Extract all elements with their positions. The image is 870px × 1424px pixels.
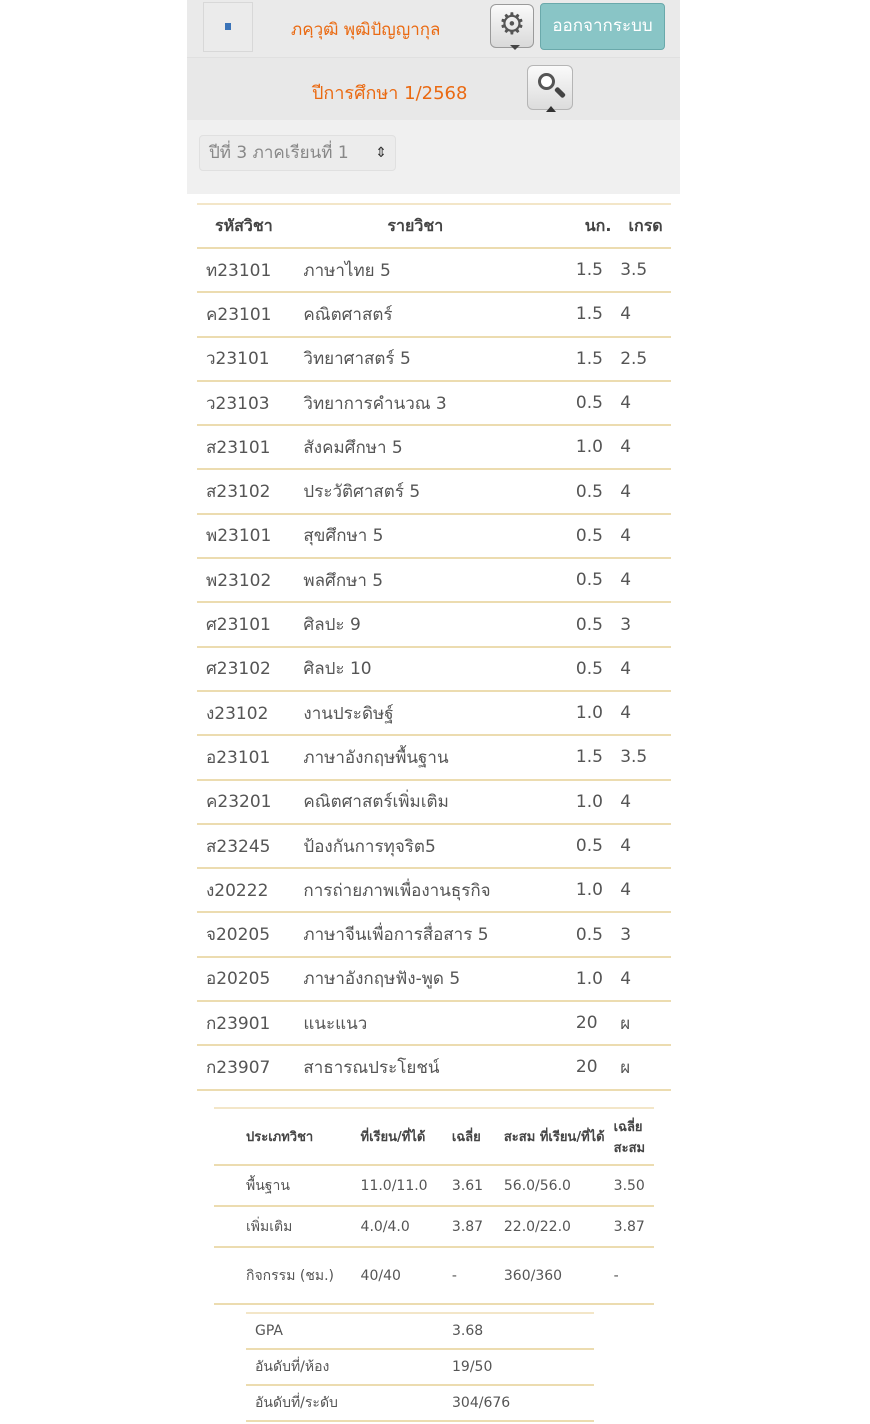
- select-arrows-icon: ⇕: [375, 145, 387, 161]
- app-container: [187, 0, 680, 194]
- course-credits: 0.5: [576, 381, 620, 425]
- course-credits: 0.5: [576, 469, 620, 513]
- summary-credits: 4.0/4.0: [361, 1206, 452, 1247]
- course-grade: 2.5: [620, 337, 671, 381]
- summary-header-credits: ที่เรียน/ที่ได้: [361, 1108, 452, 1165]
- grade-row: [197, 425, 671, 469]
- course-grade: 4: [620, 381, 671, 425]
- gpa-label: GPA: [246, 1313, 452, 1349]
- grades-table: [197, 203, 671, 1091]
- summary-header-type: ประเภทวิชา: [214, 1108, 361, 1165]
- course-credits: 1.5: [576, 735, 620, 779]
- course-name: ภาษาจีนเพื่อการสื่อสาร 5: [303, 912, 575, 956]
- course-credits: 0.5: [576, 647, 620, 691]
- course-grade: 3.5: [620, 248, 671, 292]
- summary-cumulative-average: -: [614, 1247, 654, 1304]
- course-grade: 4: [620, 292, 671, 336]
- course-grade: 4: [620, 957, 671, 1001]
- course-name: คณิตศาสตร์: [303, 292, 575, 336]
- grade-row: [197, 1045, 671, 1089]
- rank-class-value: 19/50: [452, 1349, 594, 1385]
- term-select-value: ปีที่ 3 ภาคเรียนที่ 1: [209, 143, 349, 163]
- grade-row: [197, 868, 671, 912]
- summary-credits: 11.0/11.0: [361, 1165, 452, 1206]
- course-code: พ23102: [197, 558, 303, 602]
- grade-row: [197, 735, 671, 779]
- course-code: ว23101: [197, 337, 303, 381]
- course-name: ประวัติศาสตร์ 5: [303, 469, 575, 513]
- course-credits: 1.0: [576, 691, 620, 735]
- course-name: พลศึกษา 5: [303, 558, 575, 602]
- header-course-code: รหัสวิชา: [197, 204, 303, 248]
- user-name: ภคฺวุฒิ พุฒิปัญญากุล: [291, 20, 441, 40]
- search-button[interactable]: [527, 65, 573, 110]
- course-grade: 3: [620, 912, 671, 956]
- course-name: วิทยาศาสตร์ 5: [303, 337, 575, 381]
- summary-header-row: [214, 1108, 654, 1165]
- summary-cumulative-average: 3.87: [614, 1206, 654, 1247]
- grade-row: [197, 514, 671, 558]
- summary-table: [214, 1107, 654, 1305]
- course-code: ค23201: [197, 780, 303, 824]
- summary-cumulative-average: 3.50: [614, 1165, 654, 1206]
- summary-row: [214, 1247, 654, 1304]
- course-code: ท23101: [197, 248, 303, 292]
- grade-row: [197, 602, 671, 646]
- course-name: ภาษาอังกฤษฟัง-พูด 5: [303, 957, 575, 1001]
- rank-level-value: 304/676: [452, 1385, 594, 1421]
- course-grade: 4: [620, 425, 671, 469]
- grade-row: [197, 337, 671, 381]
- course-name: ภาษาไทย 5: [303, 248, 575, 292]
- term-select[interactable]: [199, 135, 396, 171]
- filter-bar: [187, 120, 680, 194]
- course-name: สาธารณประโยชน์: [303, 1045, 575, 1089]
- grade-row: [197, 647, 671, 691]
- course-credits: 1.0: [576, 868, 620, 912]
- course-name: แนะแนว: [303, 1001, 575, 1045]
- course-code: พ23101: [197, 514, 303, 558]
- summary-type: กิจกรรม (ชม.): [214, 1247, 361, 1304]
- academic-year-bar: [187, 58, 680, 120]
- summary-header-cumulative-average: เฉลี่ยสะสม: [614, 1108, 654, 1165]
- grade-row: [197, 469, 671, 513]
- course-credits: 1.0: [576, 780, 620, 824]
- header-course-name: รายวิชา: [303, 204, 575, 248]
- summary-header-cumulative-credits: สะสม ที่เรียน/ที่ได้: [504, 1108, 614, 1165]
- course-name: ภาษาอังกฤษพื้นฐาน: [303, 735, 575, 779]
- course-credits: 1.5: [576, 292, 620, 336]
- grade-row: [197, 957, 671, 1001]
- caret-up-icon: [546, 106, 556, 112]
- avatar-image-icon: [225, 23, 231, 30]
- summary-row: [214, 1165, 654, 1206]
- summary-average: 3.61: [452, 1165, 504, 1206]
- course-credits: 1.5: [576, 337, 620, 381]
- grade-row: [197, 292, 671, 336]
- summary-cumulative-credits: 22.0/22.0: [504, 1206, 614, 1247]
- summary-average: -: [452, 1247, 504, 1304]
- grade-row: [197, 558, 671, 602]
- course-code: ส23245: [197, 824, 303, 868]
- course-code: ค23101: [197, 292, 303, 336]
- search-icon-handle: [554, 86, 566, 98]
- grade-row: [197, 1001, 671, 1045]
- course-grade: 4: [620, 647, 671, 691]
- course-grade: 4: [620, 691, 671, 735]
- course-name: ศิลปะ 10: [303, 647, 575, 691]
- course-credits: 0.5: [576, 912, 620, 956]
- course-code: ส23102: [197, 469, 303, 513]
- course-name: สุขศึกษา 5: [303, 514, 575, 558]
- caret-down-icon: [510, 45, 520, 50]
- course-code: ส23101: [197, 425, 303, 469]
- course-credits: 0.5: [576, 602, 620, 646]
- course-grade: 4: [620, 780, 671, 824]
- summary-type: พื้นฐาน: [214, 1165, 361, 1206]
- grade-row: [197, 248, 671, 292]
- grade-row: [197, 912, 671, 956]
- course-code: อ23101: [197, 735, 303, 779]
- course-credits: 0.5: [576, 824, 620, 868]
- rank-level-row: [246, 1385, 594, 1421]
- settings-button[interactable]: [490, 4, 534, 48]
- course-code: ก23907: [197, 1045, 303, 1089]
- summary-type: เพิ่มเติม: [214, 1206, 361, 1247]
- course-name: คณิตศาสตร์เพิ่มเติม: [303, 780, 575, 824]
- course-grade: 3.5: [620, 735, 671, 779]
- course-name: ป้องกันการทุจริต5: [303, 824, 575, 868]
- rank-level-label: อันดับที่/ระดับ: [246, 1385, 452, 1421]
- gpa-row: [246, 1313, 594, 1349]
- course-code: ง23102: [197, 691, 303, 735]
- course-code: ศ23102: [197, 647, 303, 691]
- rank-class-label: อันดับที่/ห้อง: [246, 1349, 452, 1385]
- grade-row: [197, 381, 671, 425]
- summary-row: [214, 1206, 654, 1247]
- grade-row: [197, 824, 671, 868]
- summary-cumulative-credits: 360/360: [504, 1247, 614, 1304]
- course-grade: 4: [620, 868, 671, 912]
- summary-credits: 40/40: [361, 1247, 452, 1304]
- rank-class-row: [246, 1349, 594, 1385]
- grade-row: [197, 691, 671, 735]
- course-credits: 0.5: [576, 514, 620, 558]
- course-credits: 20: [576, 1045, 620, 1089]
- header-credits: นก.: [576, 204, 620, 248]
- gpa-table: [246, 1312, 594, 1422]
- course-grade: 4: [620, 558, 671, 602]
- course-code: ศ23101: [197, 602, 303, 646]
- gear-icon: ⚙: [498, 7, 526, 42]
- course-credits: 20: [576, 1001, 620, 1045]
- course-name: การถ่ายภาพเพื่องานธุรกิจ: [303, 868, 575, 912]
- course-credits: 0.5: [576, 558, 620, 602]
- academic-year-label: ปีการศึกษา 1/2568: [312, 83, 468, 104]
- search-icon: [538, 73, 555, 90]
- grade-row: [197, 780, 671, 824]
- avatar[interactable]: [203, 2, 253, 52]
- course-grade: 4: [620, 514, 671, 558]
- summary-header-average: เฉลี่ย: [452, 1108, 504, 1165]
- course-code: จ20205: [197, 912, 303, 956]
- course-grade: 4: [620, 469, 671, 513]
- course-credits: 1.0: [576, 425, 620, 469]
- course-name: สังคมศึกษา 5: [303, 425, 575, 469]
- course-name: วิทยาการคำนวณ 3: [303, 381, 575, 425]
- course-credits: 1.5: [576, 248, 620, 292]
- course-credits: 1.0: [576, 957, 620, 1001]
- course-code: ง20222: [197, 868, 303, 912]
- course-grade: 4: [620, 824, 671, 868]
- summary-average: 3.87: [452, 1206, 504, 1247]
- course-code: อ20205: [197, 957, 303, 1001]
- course-grade: 3: [620, 602, 671, 646]
- top-bar: [187, 0, 680, 58]
- course-grade: ผ: [620, 1045, 671, 1089]
- gpa-value: 3.68: [452, 1313, 594, 1349]
- course-grade: ผ: [620, 1001, 671, 1045]
- course-code: ก23901: [197, 1001, 303, 1045]
- course-code: ว23103: [197, 381, 303, 425]
- header-grade: เกรด: [620, 204, 671, 248]
- logout-button[interactable]: ออกจากระบบ: [540, 3, 665, 50]
- course-name: ศิลปะ 9: [303, 602, 575, 646]
- course-name: งานประดิษฐ์: [303, 691, 575, 735]
- summary-cumulative-credits: 56.0/56.0: [504, 1165, 614, 1206]
- grades-header-row: [197, 204, 671, 248]
